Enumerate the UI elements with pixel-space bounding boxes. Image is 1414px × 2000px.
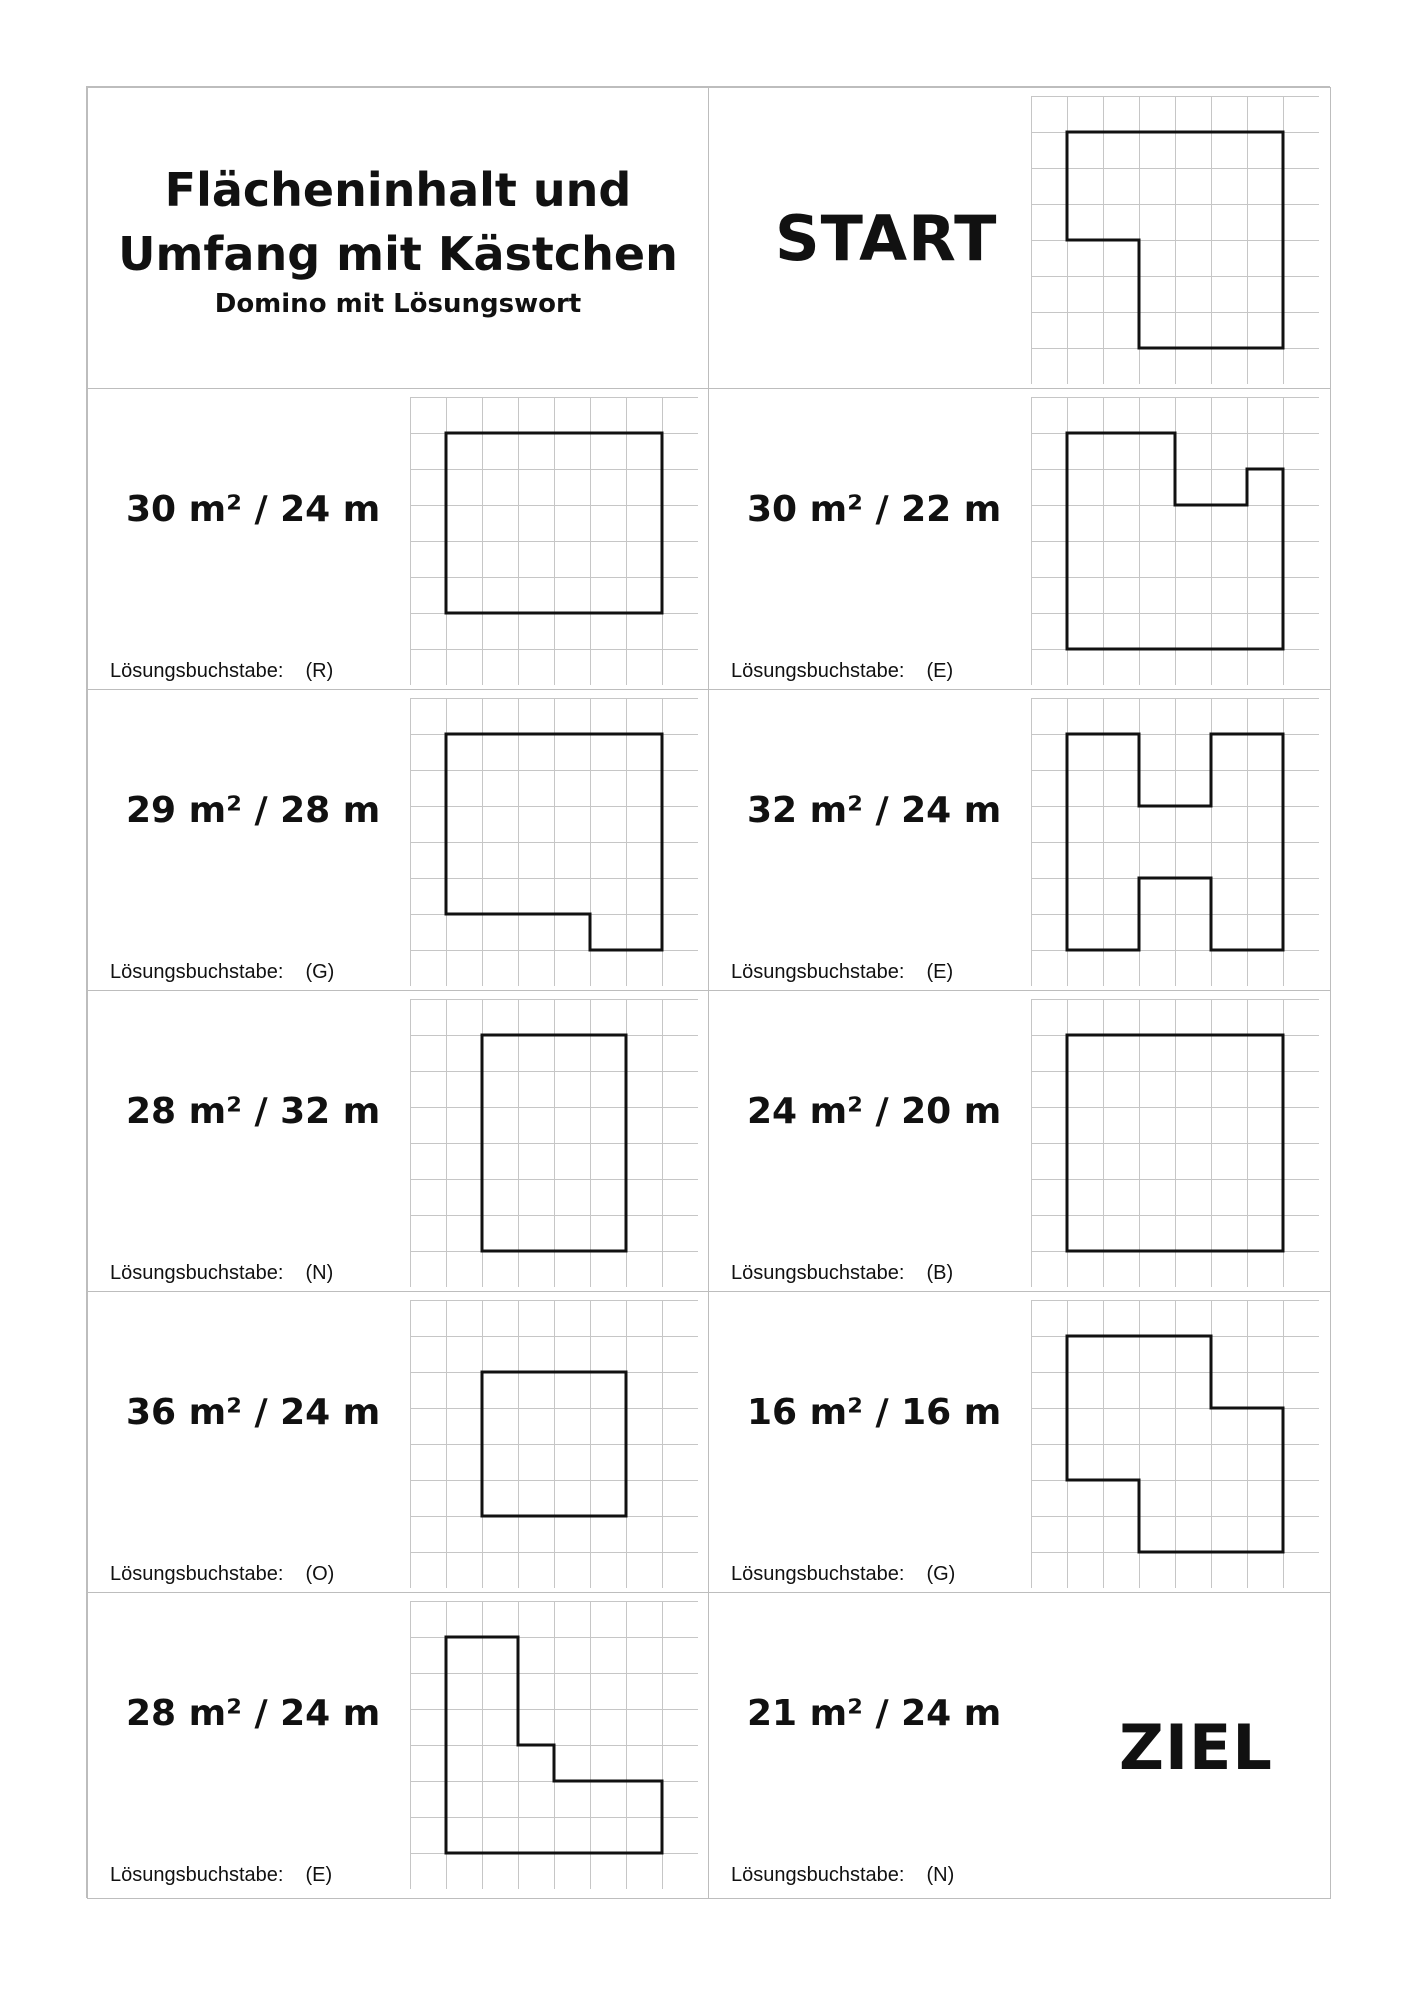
- shape-grid: [410, 1300, 698, 1588]
- shape-grid: [410, 397, 698, 685]
- solution-letter-row: [110, 1864, 332, 1887]
- solution-letter-row: [110, 1563, 334, 1586]
- solution-label: Lösungsbuchstabe:: [731, 1262, 905, 1284]
- solution-letter: (E): [926, 961, 954, 983]
- domino-card-9: [87, 1592, 709, 1899]
- domino-card-1: [87, 388, 709, 690]
- area-perimeter-value: 32 m² / 24 m: [747, 790, 1002, 831]
- solution-letter-row: [731, 1563, 955, 1586]
- solution-label: Lösungsbuchstabe:: [110, 961, 284, 983]
- domino-card-4: [708, 689, 1331, 991]
- solution-label: Lösungsbuchstabe:: [731, 660, 905, 682]
- shape-grid: [410, 999, 698, 1287]
- solution-letter-row: [110, 961, 334, 984]
- shape-grid: [1031, 1300, 1319, 1588]
- goal-card: [708, 1592, 1331, 1899]
- start-shape-grid: [1031, 96, 1319, 384]
- solution-label: Lösungsbuchstabe:: [110, 1864, 284, 1886]
- shape-grid: [410, 1601, 698, 1889]
- solution-letter: (G): [305, 961, 335, 983]
- solution-letter: (E): [926, 660, 954, 682]
- area-perimeter-value: 29 m² / 28 m: [126, 790, 381, 831]
- area-perimeter-value: 30 m² / 24 m: [126, 489, 381, 530]
- page-title-line-1: Flächeninhalt und: [164, 163, 632, 217]
- solution-letter: (E): [305, 1864, 333, 1886]
- solution-letter: (R): [305, 660, 334, 682]
- solution-label: Lösungsbuchstabe:: [731, 1563, 905, 1585]
- page-subtitle: Domino mit Lösungswort: [214, 289, 582, 319]
- domino-card-3: [87, 689, 709, 991]
- domino-card-2: [708, 388, 1331, 690]
- solution-label: Lösungsbuchstabe:: [731, 961, 905, 983]
- solution-letter-row: [731, 660, 953, 683]
- start-label: START: [775, 202, 998, 275]
- area-perimeter-value: 16 m² / 16 m: [747, 1392, 1002, 1433]
- domino-sheet: [86, 86, 1330, 1898]
- page-title-line-2: Umfang mit Kästchen: [118, 227, 678, 281]
- area-perimeter-value: 30 m² / 22 m: [747, 489, 1002, 530]
- solution-letter: (B): [926, 1262, 954, 1284]
- domino-card-5: [87, 990, 709, 1292]
- solution-label: Lösungsbuchstabe:: [110, 660, 284, 682]
- shape-grid: [1031, 999, 1319, 1287]
- solution-letter: (N): [926, 1864, 955, 1886]
- area-perimeter-value: 28 m² / 32 m: [126, 1091, 381, 1132]
- area-perimeter-value: 21 m² / 24 m: [747, 1693, 1002, 1734]
- title-card: [87, 87, 709, 389]
- domino-card-8: [708, 1291, 1331, 1593]
- goal-label: ZIEL: [1119, 1711, 1273, 1784]
- title-block: [88, 158, 708, 322]
- area-perimeter-value: 28 m² / 24 m: [126, 1693, 381, 1734]
- solution-letter-row: [731, 1864, 954, 1887]
- solution-letter: (O): [305, 1563, 335, 1585]
- solution-label: Lösungsbuchstabe:: [731, 1864, 905, 1886]
- solution-letter: (G): [926, 1563, 956, 1585]
- solution-letter-row: [731, 961, 953, 984]
- solution-label: Lösungsbuchstabe:: [110, 1262, 284, 1284]
- solution-letter-row: [731, 1262, 953, 1285]
- solution-label: Lösungsbuchstabe:: [110, 1563, 284, 1585]
- domino-card-7: [87, 1291, 709, 1593]
- area-perimeter-value: 36 m² / 24 m: [126, 1392, 381, 1433]
- shape-grid: [1031, 698, 1319, 986]
- area-perimeter-value: 24 m² / 20 m: [747, 1091, 1002, 1132]
- start-card: [708, 87, 1331, 389]
- solution-letter: (N): [305, 1262, 334, 1284]
- shape-grid: [410, 698, 698, 986]
- shape-grid: [1031, 397, 1319, 685]
- solution-letter-row: [110, 660, 333, 683]
- domino-card-6: [708, 990, 1331, 1292]
- solution-letter-row: [110, 1262, 333, 1285]
